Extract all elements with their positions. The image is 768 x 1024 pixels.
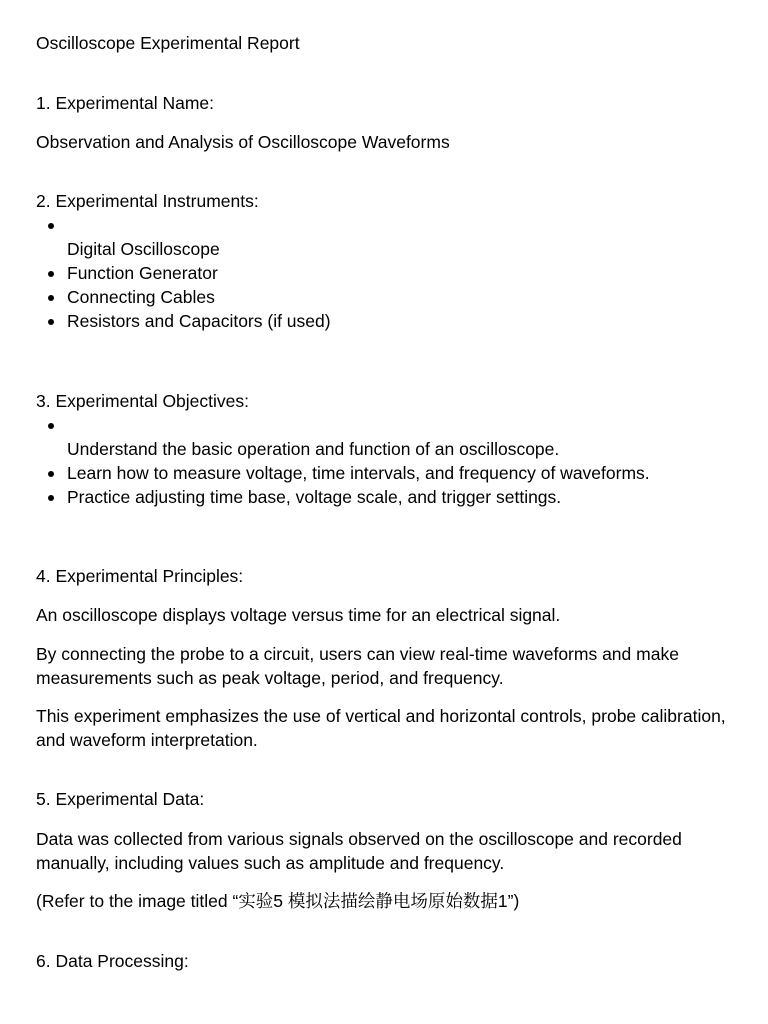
principles-paragraph: An oscilloscope displays voltage versus time for an electrical signal. [36, 605, 561, 625]
section-heading-processing: 6. Data Processing: [36, 951, 189, 971]
list-item: Learn how to measure voltage, time intervals, and frequency of waveforms. [36, 461, 726, 485]
list-item: Understand the basic operation and function of an oscilloscope. [36, 437, 726, 461]
experiment-name-text: Observation and Analysis of Oscilloscope Waveforms [36, 132, 450, 152]
section-heading-name: 1. Experimental Name: [36, 93, 214, 113]
principles-paragraph: This experiment emphasizes the use of vertical and horizontal controls, probe calibration, and waveform interpretation. [36, 706, 726, 750]
list-item: Resistors and Capacitors (if used) [36, 309, 726, 333]
list-item: Function Generator [36, 261, 726, 285]
list-item: Connecting Cables [36, 285, 726, 309]
principles-paragraph: By connecting the probe to a circuit, users can view real-time waveforms and make measurements such as peak voltage, period, and frequency. [36, 644, 679, 688]
section-heading-objectives: 3. Experimental Objectives: [36, 391, 250, 411]
document-title: Oscilloscope Experimental Report [36, 33, 300, 53]
data-paragraph: Data was collected from various signals observed on the oscilloscope and recorded manually, including values such as amplitude and frequency. [36, 829, 682, 873]
list-item: Practice adjusting time base, voltage scale, and trigger settings. [36, 485, 726, 509]
instruments-list [36, 237, 726, 333]
list-item: Digital Oscilloscope [36, 237, 726, 261]
report-document [36, 31, 726, 973]
data-reference-paragraph: (Refer to the image titled “实验5 模拟法描绘静电场原始数据1”) [36, 891, 520, 911]
section-heading-principles: 4. Experimental Principles: [36, 566, 244, 586]
section-heading-data: 5. Experimental Data: [36, 789, 205, 809]
section-heading-instruments: 2. Experimental Instruments: [36, 191, 259, 211]
objectives-list [36, 437, 726, 509]
